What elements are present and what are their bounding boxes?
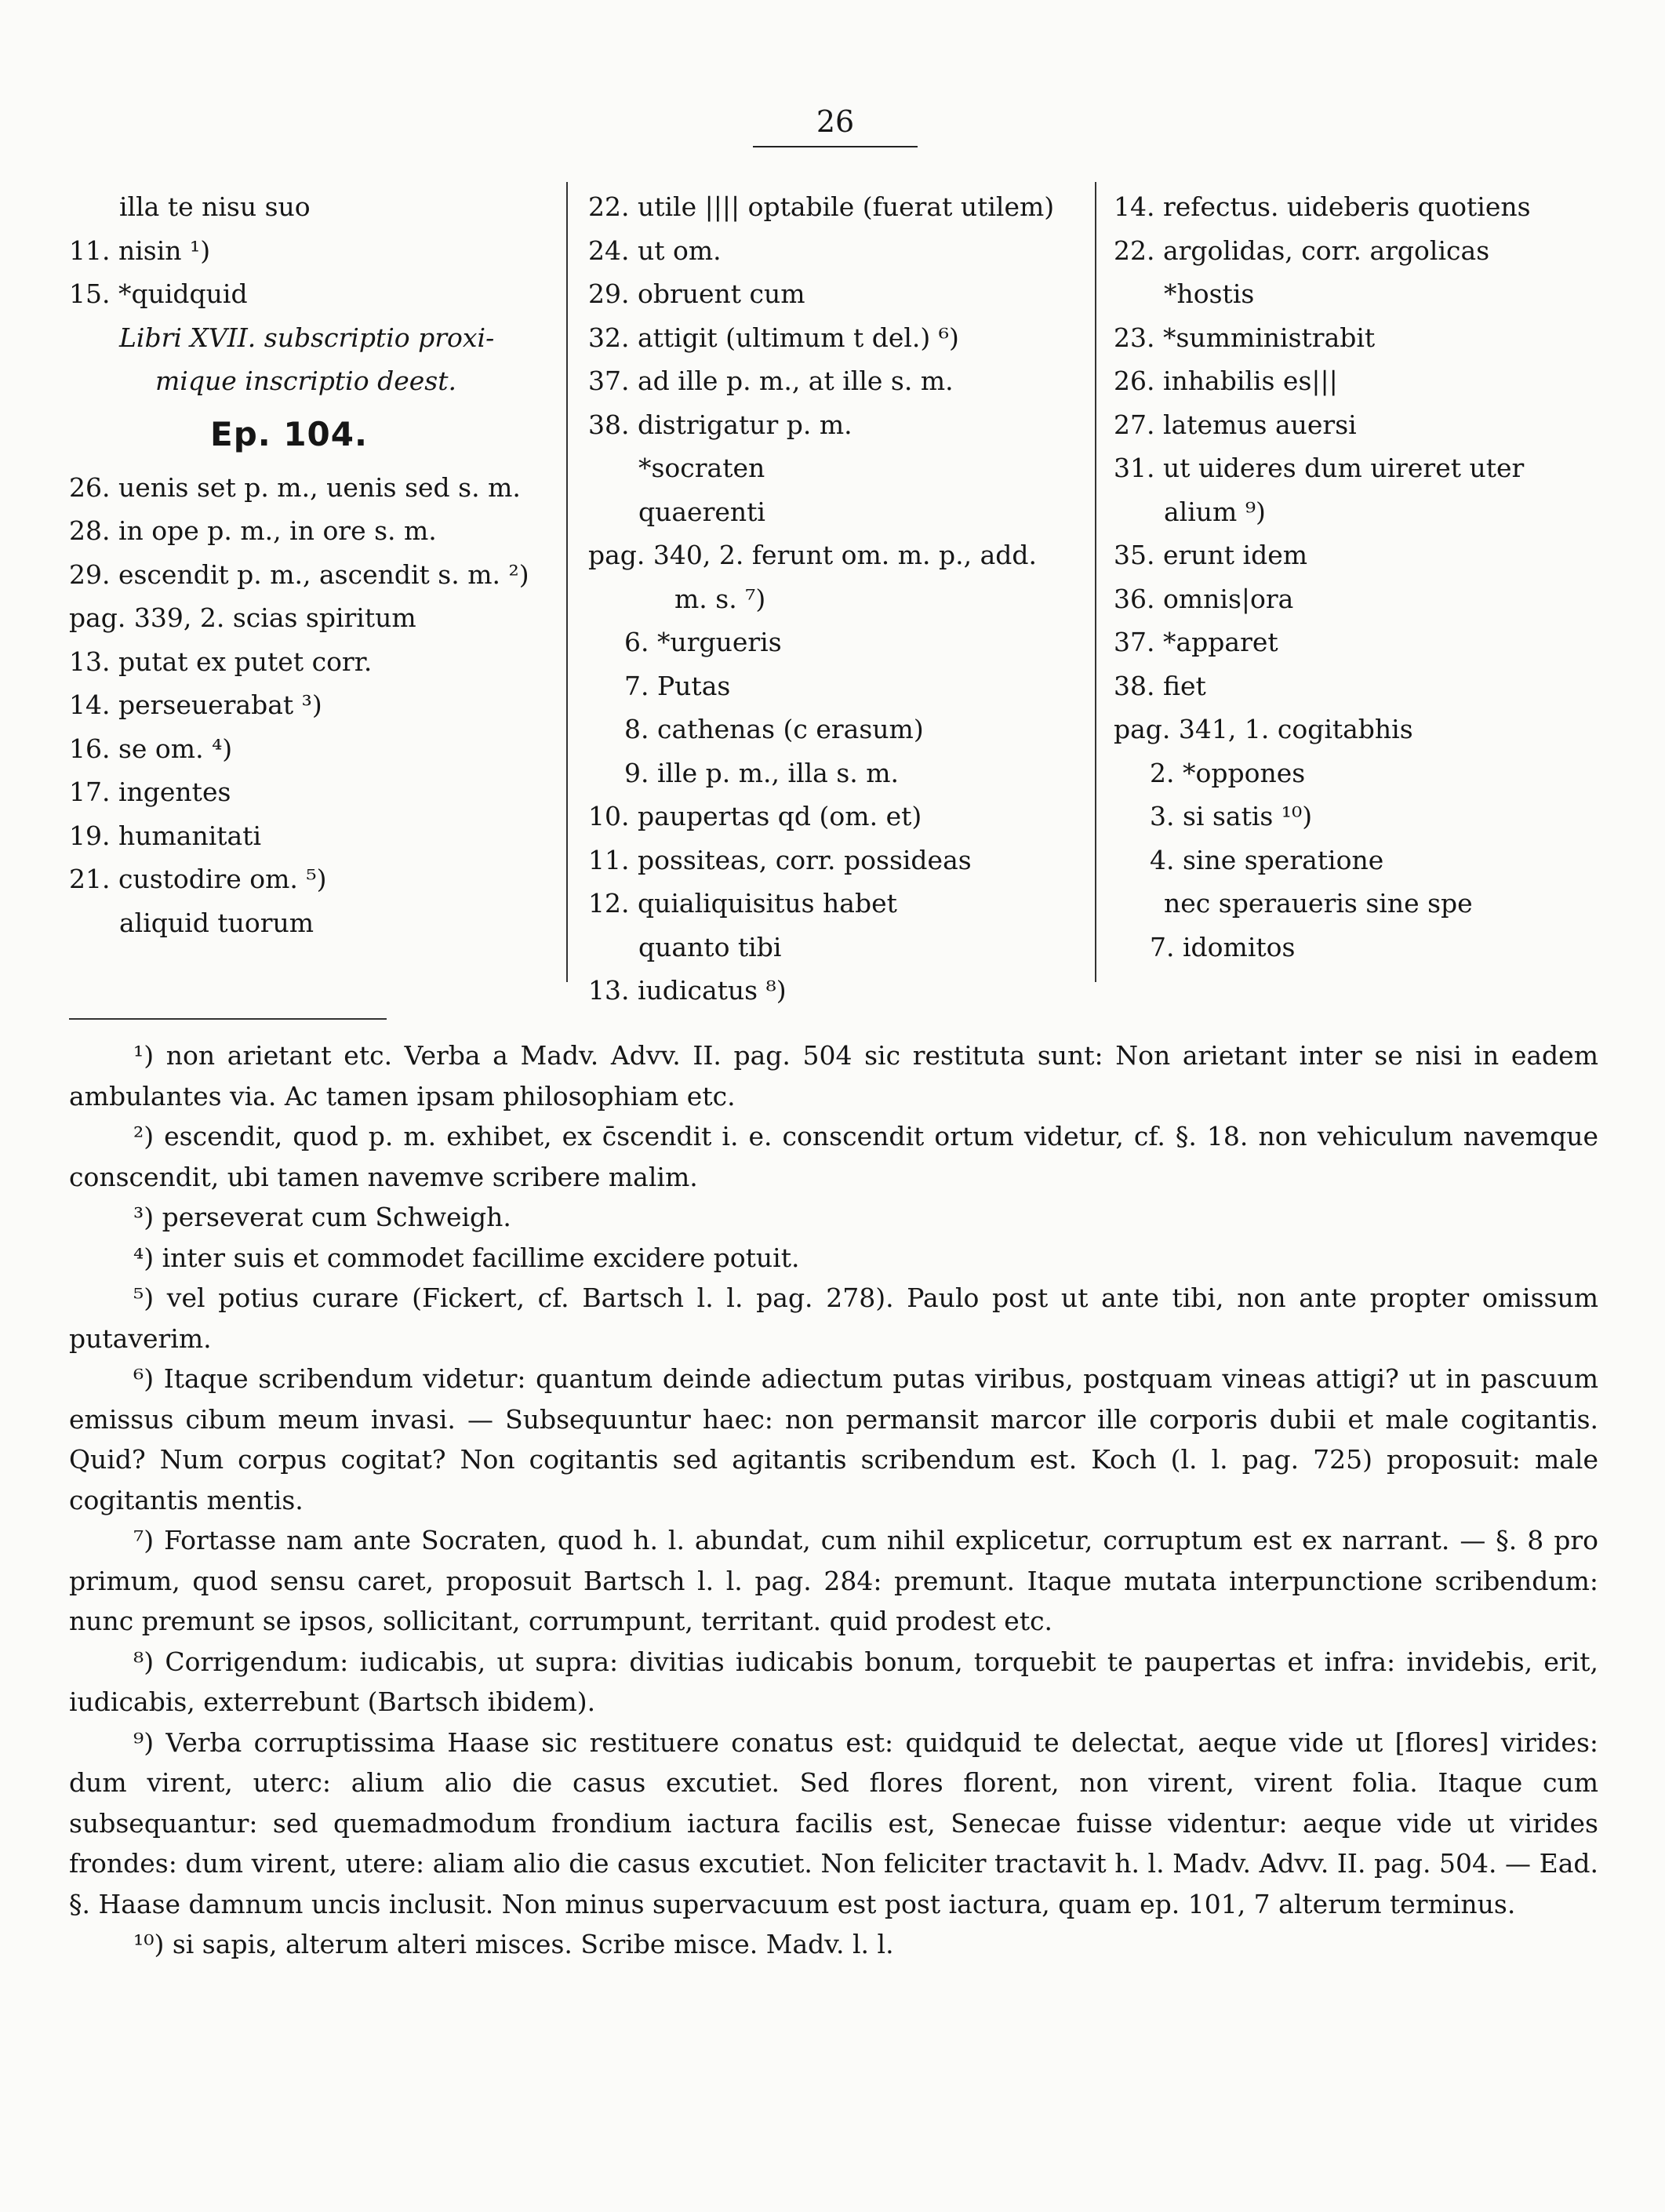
footnote: ¹⁰) si sapis, alterum alteri misces. Scribe misce. Madv. l. l.: [133, 1929, 894, 1959]
collation-line: quanto tibi: [638, 931, 782, 962]
collation-line: 28. in ope p. m., in ore s. m.: [69, 515, 437, 546]
footnote: ²) escendit, quod p. m. exhibet, ex c̄scendit i. e. conscendit ortum videtur, cf. §. 18. non vehiculum navemque conscendit, ubi tamen navemve scribere malim.: [69, 1121, 1598, 1192]
collation-line: 29. obruent cum: [588, 278, 805, 309]
collation-line: pag. 341, 1. cogitabhis: [1114, 714, 1413, 744]
collation-line: illa te nisu suo: [119, 191, 311, 222]
collation-column-2: [588, 185, 1090, 1013]
footnotes: [69, 1035, 1598, 1965]
collation-line: 29. escendit p. m., ascendit s. m. ²): [69, 558, 529, 590]
collation-line: 37. ad ille p. m., at ille s. m.: [588, 366, 954, 396]
collation-line: 21. custodire om. ⁵): [69, 864, 327, 894]
footnote: ⁶) Itaque scribendum videtur: quantum deinde adiectum putas viribus, postquam vineas attigi? ut in pascuum emissus cibum meum invasi. — Subsequuntur haec: non permansit marcor ille corporis dubii et male cogitantis. Quid? Num corpus cogitat? Non cogitantis sed agitantis scribendum est. Koch (l. l. pag. 725) proposuit: male cogitantis mentis.: [69, 1363, 1598, 1515]
collation-line: 26. uenis set p. m., uenis sed s. m.: [69, 471, 521, 503]
footnote: ⁴) inter suis et commodet facillime excidere potuit.: [133, 1242, 800, 1273]
collation-line: 16. se om. ⁴): [69, 733, 233, 764]
collation-line: 31. ut uideres dum uireret uter: [1114, 453, 1525, 483]
collation-line: 10. paupertas qd (om. et): [588, 801, 922, 831]
collation-line: pag. 339, 2. scias spiritum: [69, 602, 416, 633]
collation-line: 35. erunt idem: [1114, 540, 1308, 570]
collation-line: aliquid tuorum: [119, 907, 314, 938]
collation-line: 15. *quidquid: [69, 278, 248, 309]
collation-line: m. s. ⁷): [674, 583, 766, 614]
epistle-heading: Ep. 104.: [210, 414, 368, 453]
collation-line: 23. *sumministrabit: [1114, 322, 1376, 353]
collation-line: 38. fiet: [1114, 670, 1206, 701]
column-divider: [566, 182, 568, 982]
footnote: ⁷) Fortasse nam ante Socraten, quod h. l. abundat, cum nihil explicetur, corruptum est ex narrant. — §. 8 pro primum, quod sensu caret, proposuit Bartsch l. l. pag. 284: premunt. Itaque mutata interpunctione scribendum: nunc premunt se ipsos, sollicitant, corrumpunt, territant. quid prodest etc.: [69, 1525, 1598, 1636]
collation-line: 26. inhabilis es|||: [1114, 366, 1338, 396]
collation-line: 37. *apparet: [1114, 627, 1278, 657]
collation-line: mique inscriptio deest.: [155, 366, 456, 396]
collation-line: quaerenti: [638, 496, 765, 527]
collation-column-1: [69, 185, 540, 944]
collation-line: 19. humanitati: [69, 820, 262, 851]
collation-line: 3. si satis ¹⁰): [1150, 801, 1313, 831]
collation-line: 7. Putas: [624, 670, 731, 701]
footnote: ⁵) vel potius curare (Fickert, cf. Bartsch l. l. pag. 278). Paulo post ut ante tibi, non ante propter omissum putaverim.: [69, 1282, 1598, 1354]
footnote: ¹) non arietant etc. Verba a Madv. Advv. II. pag. 504 sic restituta sunt: Non arietant inter se nisi in eadem ambulantes via. Ac tamen ipsam philosophiam etc.: [69, 1040, 1598, 1111]
collation-line: 13. putat ex putet corr.: [69, 646, 373, 677]
footnote-rule: [69, 1018, 387, 1020]
page-number: 26: [753, 104, 918, 147]
collation-line: 22. argolidas, corr. argolicas: [1114, 235, 1490, 266]
footnote: ³) perseverat cum Schweigh.: [133, 1202, 511, 1232]
collation-line: 22. utile |||| optabile (fuerat utilem): [588, 191, 1055, 222]
collation-line: 4. sine speratione: [1150, 844, 1384, 875]
collation-line: 6. *urgueris: [624, 627, 782, 657]
collation-line: 7. idomitos: [1150, 931, 1296, 962]
collation-line: 17. ingentes: [69, 777, 231, 807]
collation-line: 11. nisin ¹): [69, 235, 211, 266]
collation-line: 2. *oppones: [1150, 757, 1306, 788]
collation-line: Libri XVII. subscriptio proxi-: [119, 322, 495, 353]
collation-line: 11. possiteas, corr. possideas: [588, 844, 972, 875]
collation-line: pag. 340, 2. ferunt om. m. p., add.: [588, 540, 1038, 570]
collation-line: alium ⁹): [1164, 496, 1266, 527]
collation-line: nec speraueris sine spe: [1164, 888, 1473, 919]
footnote: ⁸) Corrigendum: iudicabis, ut supra: divitias iudicabis bonum, torquebit te paupertas et infra: invidebis, erit, iudicabis, exterrebunt (Bartsch ibidem).: [69, 1646, 1598, 1717]
collation-line: 24. ut om.: [588, 235, 722, 266]
collation-column-3: [1114, 185, 1616, 969]
collation-line: 12. quialiquisitus habet: [588, 888, 897, 919]
collation-line: 14. perseuerabat ³): [69, 689, 322, 720]
collation-line: 32. attigit (ultimum t del.) ⁶): [588, 322, 959, 353]
collation-line: *hostis: [1164, 278, 1255, 309]
collation-line: 27. latemus auersi: [1114, 409, 1357, 440]
footnote: ⁹) Verba corruptissima Haase sic restituere conatus est: quidquid te delectat, aeque vide ut [flores] virides: dum virent, uterc: alium alio die casus excutiet. Sed flores florent, non virent, virent folia. Itaque cum subsequantur: sed quemadmodum frondium iactura facilis est, Senecae fuisse videntur: aeque vide ut virides frondes: dum virent, utere: aliam alio die casus excutiet. Non feliciter tractavit h. l. Madv. Advv. II. pag. 504. — Ead. §. Haase damnum uncis inclusit. Non minus supervacuum est post iactura, quam ep. 101, 7 alterum terminus.: [69, 1726, 1598, 1919]
column-divider: [1095, 182, 1096, 982]
collation-line: 13. iudicatus ⁸): [588, 975, 787, 1006]
collation-line: 14. refectus. uideberis quotiens: [1114, 191, 1531, 222]
collation-line: 9. ille p. m., illa s. m.: [624, 757, 900, 788]
collation-line: 8. cathenas (c erasum): [624, 714, 924, 744]
collation-line: 36. omnis|ora: [1114, 583, 1294, 614]
collation-line: *socraten: [638, 453, 765, 483]
collation-line: 38. distrigatur p. m.: [588, 409, 852, 440]
